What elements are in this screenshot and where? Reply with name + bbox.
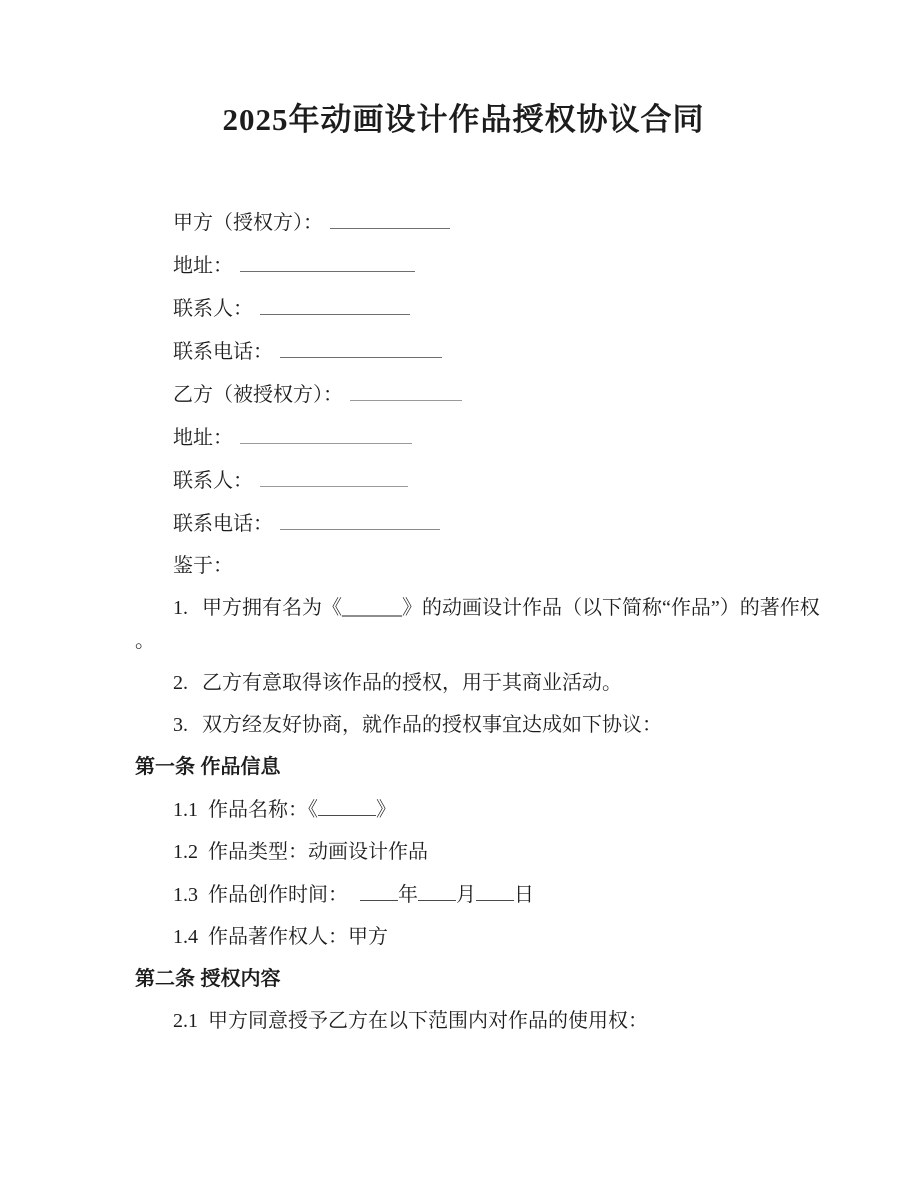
- clause-label: 作品创作时间：: [208, 884, 348, 906]
- list-number: 2.: [173, 672, 188, 694]
- field-label: 甲方（授权方）：: [173, 212, 323, 234]
- blank-line: [318, 793, 376, 816]
- clause-label: 作品名称：: [208, 799, 308, 821]
- field-label: 联系人：: [173, 298, 253, 320]
- bracket-open: 《: [308, 799, 318, 821]
- section-heading-2: 第二条 授权内容: [135, 968, 281, 990]
- clause-number: 1.2: [173, 841, 198, 863]
- whereas-item-text: 乙方有意取得该作品的授权，用于其商业活动。: [202, 672, 622, 694]
- section-heading-1: 第一条 作品信息: [135, 756, 281, 778]
- clause-text: 甲方同意授予乙方在以下范围内对作品的使用权：: [208, 1010, 648, 1032]
- field-party-a-address: [135, 249, 792, 283]
- clause-text: 作品类型：动画设计作品: [208, 841, 428, 863]
- whereas-item-text: 双方经友好协商，就作品的授权事宜达成如下协议：: [202, 714, 662, 736]
- blank-line: [240, 421, 412, 444]
- date-unit-day: 日: [514, 884, 534, 906]
- clause-number: 2.1: [173, 1010, 198, 1032]
- field-party-a-contact: [135, 292, 792, 326]
- page-title: 2025年动画设计作品授权协议合同: [222, 102, 705, 137]
- field-label: 乙方（被授权方）：: [173, 384, 343, 406]
- whereas-item-1: [135, 592, 820, 625]
- clause-1-2: [135, 836, 792, 869]
- blank-line: [240, 249, 415, 272]
- whereas-item-3: [135, 709, 792, 742]
- whereas-lead: 鉴于：: [173, 555, 233, 577]
- field-party-b: [135, 378, 792, 412]
- field-party-b-phone: [135, 507, 792, 541]
- clause-1-1: [135, 793, 792, 827]
- list-number: 1.: [173, 597, 188, 619]
- clause-1-4: [135, 921, 792, 954]
- field-label: 联系人：: [173, 470, 253, 492]
- clause-1-3: [135, 878, 792, 912]
- blank-line: [280, 335, 442, 358]
- blank-line: [360, 878, 398, 901]
- blank-line: [418, 878, 456, 901]
- clause-2-1: [135, 1005, 792, 1038]
- clause-text: 作品著作权人：甲方: [208, 926, 388, 948]
- field-label: 联系电话：: [173, 513, 273, 535]
- field-label: 地址：: [173, 427, 233, 449]
- blank-line: [260, 292, 410, 315]
- blank-line: [350, 378, 462, 401]
- field-party-a: [135, 206, 792, 240]
- blank-line: [260, 464, 408, 487]
- blank-line: [330, 206, 450, 229]
- clause-number: 1.4: [173, 926, 198, 948]
- field-party-a-phone: [135, 335, 792, 369]
- list-number: 3.: [173, 714, 188, 736]
- date-unit-year: 年: [398, 884, 418, 906]
- whereas-item-text: 甲方拥有名为《______》的动画设计作品（以下简称“作品”）的著作权: [202, 597, 820, 619]
- field-label: 地址：: [173, 255, 233, 277]
- field-label: 联系电话：: [173, 341, 273, 363]
- blank-line: [476, 878, 514, 901]
- clause-number: 1.1: [173, 799, 198, 821]
- date-unit-month: 月: [456, 884, 476, 906]
- clause-number: 1.3: [173, 884, 198, 906]
- field-party-b-contact: [135, 464, 792, 498]
- bracket-close: 》: [376, 799, 396, 821]
- whereas-item-2: [135, 667, 792, 700]
- field-party-b-address: [135, 421, 792, 455]
- whereas-item-1-wrap: 。: [135, 630, 155, 652]
- blank-line: [280, 507, 440, 530]
